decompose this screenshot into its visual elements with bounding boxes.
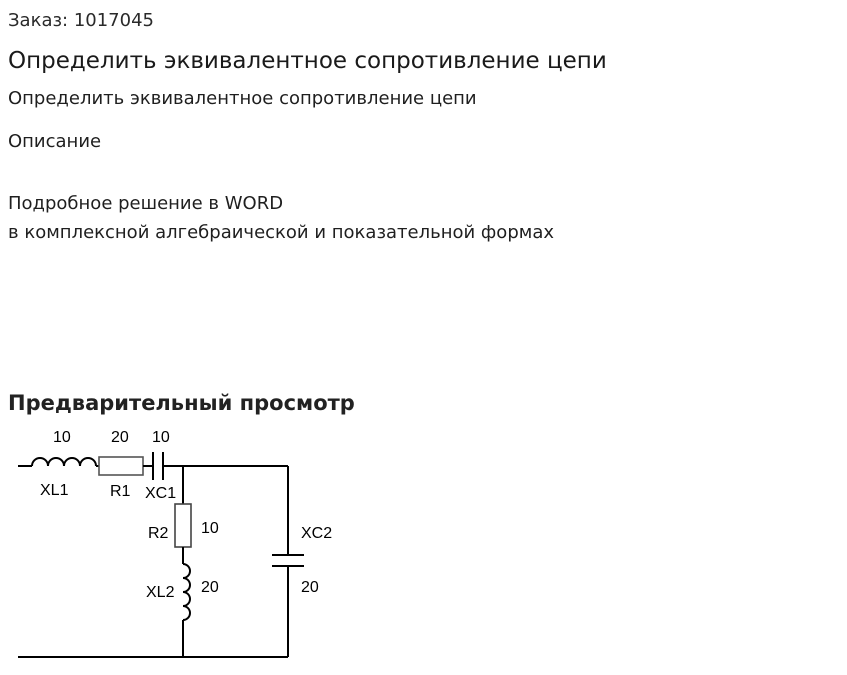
capacitor-xc1 (153, 452, 163, 480)
inductor-xl2 (183, 564, 190, 620)
r1-label: R1 (110, 483, 131, 500)
xl2-label: XL2 (146, 584, 175, 601)
r1-value: 20 (111, 429, 129, 446)
xc1-value: 10 (152, 429, 170, 446)
order-number: Заказ: 1017045 (8, 10, 154, 31)
description-line-1: Подробное решение в WORD (8, 193, 284, 214)
resistor-r2 (175, 504, 191, 547)
preview-heading: Предварительный просмотр (8, 391, 355, 415)
xl1-value: 10 (53, 429, 71, 446)
xc1-label: XC1 (145, 485, 177, 502)
xl1-label: XL1 (40, 482, 69, 499)
capacitor-xc2 (272, 555, 304, 566)
r2-label: R2 (148, 525, 169, 542)
xl2-value: 20 (201, 579, 219, 596)
xc2-label: XC2 (301, 525, 333, 542)
description-line-2: в комплексной алгебраической и показательной формах (8, 222, 555, 243)
inductor-xl1 (32, 458, 96, 466)
task-subtitle: Определить эквивалентное сопротивление цепи (8, 88, 477, 109)
circuit-diagram (0, 420, 360, 670)
description-heading: Описание (8, 131, 102, 152)
page-title: Определить эквивалентное сопротивление цепи (8, 48, 607, 74)
xc2-value: 20 (301, 579, 319, 596)
resistor-r1 (99, 457, 143, 475)
r2-value: 10 (201, 520, 219, 537)
